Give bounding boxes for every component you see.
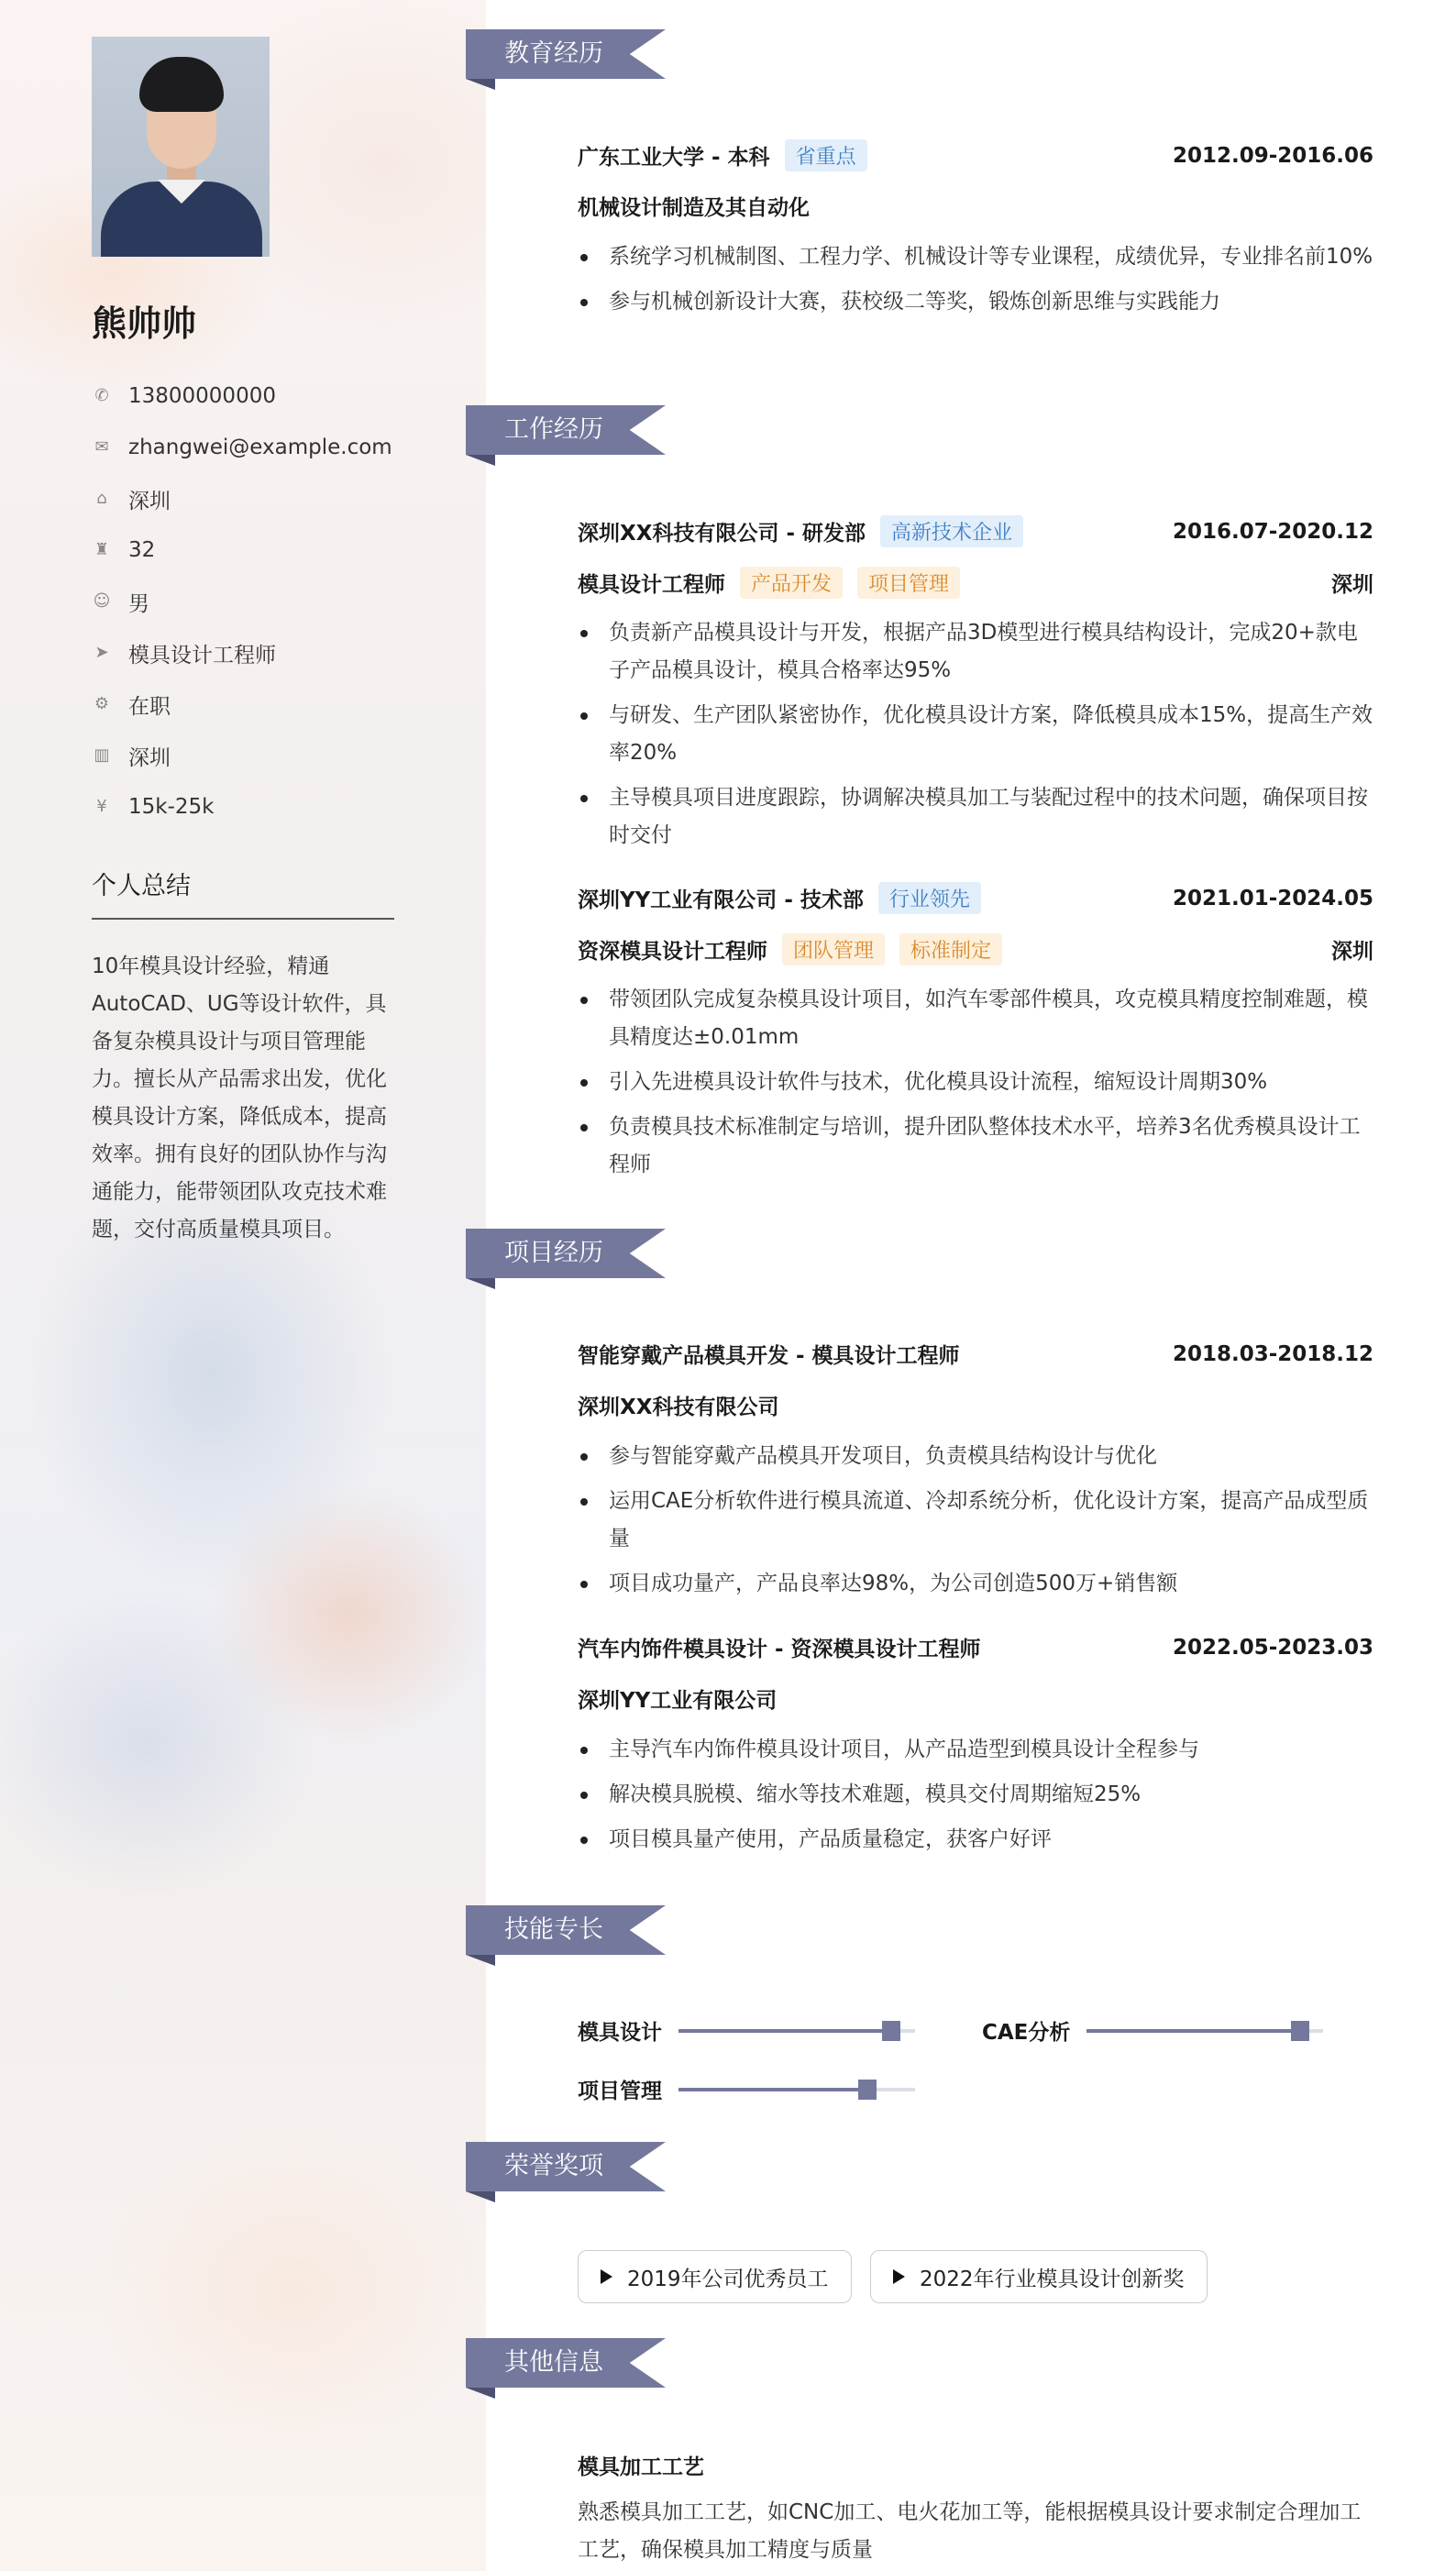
contact-info-list <box>92 370 392 833</box>
work-0-role-row <box>578 567 1373 599</box>
list-item: 主导模具项目进度跟踪，协调解决模具加工与装配过程中的技术问题，确保项目按时交付 <box>578 779 1373 855</box>
work-company: 深圳YY工业有限公司 - 技术部 <box>578 888 864 912</box>
role-tag: 产品开发 <box>740 567 843 599</box>
education-header-row <box>578 139 1373 171</box>
play-icon <box>601 2269 612 2284</box>
info-status <box>92 679 392 730</box>
list-item: 参与机械创新设计大赛，获校级二等奖，锻炼创新思维与实践能力 <box>578 283 1373 321</box>
list-item: 引入先进模具设计软件与技术，优化模具设计流程，缩短设计周期30% <box>578 1064 1373 1101</box>
location-text: 深圳 <box>128 489 171 513</box>
list-item: 负责模具技术标准制定与培训，提升团队整体技术水平，培养3名优秀模具设计工程师 <box>578 1109 1373 1184</box>
summary-title: 个人总结 <box>92 866 394 920</box>
list-item: 与研发、生产团队紧密协作，优化模具设计方案，降低模具成本15%，提高生产效率20% <box>578 697 1373 772</box>
project-title: 智能穿戴产品模具开发 - 模具设计工程师 <box>578 1344 960 1368</box>
list-item: 系统学习机械制图、工程力学、机械设计等专业课程，成绩优异，专业排名前10% <box>578 238 1373 276</box>
work-role: 资深模具设计工程师 <box>578 940 767 964</box>
work-1-role-row <box>578 933 1373 966</box>
project-company: 深圳XX科技有限公司 <box>578 1396 779 1419</box>
role-tag: 团队管理 <box>782 933 885 966</box>
work-0-bullets <box>578 614 1373 862</box>
work-company: 深圳XX科技有限公司 - 研发部 <box>578 522 866 546</box>
phone-icon: ✆ <box>94 386 109 405</box>
list-item: 负责新产品模具设计与开发，根据产品3D模型进行模具结构设计，完成20+款电子产品模具设计，模具合格率达95% <box>578 614 1373 690</box>
role-tag: 项目管理 <box>857 567 960 599</box>
section-header-skills <box>466 1905 667 1964</box>
section-header-projects <box>466 1229 667 1287</box>
play-icon <box>893 2269 905 2284</box>
section-title-projects: 项目经历 <box>504 1239 603 1267</box>
salary-icon: ¥ <box>96 797 107 816</box>
award-chip[interactable] <box>578 2250 852 2303</box>
project-0-company-row <box>578 1390 1373 1420</box>
award-label: 2019年公司优秀员工 <box>627 2267 829 2291</box>
gender-text: 男 <box>128 591 149 616</box>
skill-item <box>982 2015 1323 2046</box>
major: 机械设计制造及其自动化 <box>578 196 810 220</box>
work-company-tag: 行业领先 <box>878 882 981 914</box>
section-header-work <box>466 405 667 464</box>
section-title-education: 教育经历 <box>504 39 603 68</box>
email-icon: ✉ <box>94 437 109 457</box>
list-item: 主导汽车内饰件模具设计项目，从产品造型到模具设计全程参与 <box>578 1731 1373 1769</box>
send-icon: ➤ <box>94 643 109 662</box>
work-date: 2021.01-2024.05 <box>1172 886 1373 910</box>
list-item: 参与智能穿戴产品模具开发项目，负责模具结构设计与优化 <box>578 1438 1373 1475</box>
section-header-education <box>466 29 667 88</box>
skill-item <box>578 2015 915 2046</box>
skill-item <box>578 2074 915 2104</box>
status-text: 在职 <box>128 694 171 719</box>
award-label: 2022年行业模具设计创新奖 <box>920 2267 1185 2291</box>
school-tag: 省重点 <box>785 139 867 171</box>
status-icon: ⚙ <box>94 694 110 713</box>
section-header-other <box>466 2338 667 2397</box>
role-tag: 标准制定 <box>899 933 1002 966</box>
other-text: 熟悉模具加工工艺，如CNC加工、电火花加工等，能根据模具设计要求制定合理加工工艺，确保模具加工精度与质量 <box>578 2500 1362 2562</box>
skill-name: CAE分析 <box>982 2021 1071 2045</box>
info-salary <box>92 781 392 833</box>
other-title: 模具加工工艺 <box>578 2455 704 2479</box>
work-1-bullets <box>578 981 1373 1191</box>
summary-text: 10年模具设计经验，精通AutoCAD、UG等设计软件，具备复杂模具设计与项目管理能力。擅长从产品需求出发，优化模具设计方案，降低成本，提高效率。拥有良好的团队协作与沟通能力，能带领团队攻克技术难题，交付高质量模具项目。 <box>92 954 387 1241</box>
info-location <box>92 473 392 524</box>
position-text: 模具设计工程师 <box>128 643 276 668</box>
phone-text: 13800000000 <box>128 384 276 408</box>
section-title-awards: 荣誉奖项 <box>504 2152 603 2180</box>
salary-text: 15k-25k <box>128 795 215 819</box>
education-date: 2012.09-2016.06 <box>1172 143 1373 168</box>
info-email <box>92 422 392 473</box>
sidebar <box>0 0 486 2571</box>
age-text: 32 <box>128 538 156 562</box>
education-bullets <box>578 238 1373 328</box>
list-item: 带领团队完成复杂模具设计项目，如汽车零部件模具，攻克模具精度控制难题，模具精度达±0.01mm <box>578 981 1373 1056</box>
list-item: 项目模具量产使用，产品质量稳定，获客户好评 <box>578 1821 1373 1859</box>
email-text: zhangwei@example.com <box>128 436 392 459</box>
city-text: 深圳 <box>128 745 171 770</box>
section-title-skills: 技能专长 <box>504 1915 603 1944</box>
work-city: 深圳 <box>1331 573 1373 597</box>
section-title-work: 工作经历 <box>504 415 603 444</box>
skill-bar <box>678 2088 915 2091</box>
info-age <box>92 524 392 576</box>
award-chip[interactable] <box>870 2250 1208 2303</box>
skill-bar <box>1086 2029 1323 2033</box>
building-icon: ▥ <box>94 745 110 765</box>
section-title-other: 其他信息 <box>504 2348 603 2377</box>
home-icon: ⌂ <box>96 489 107 508</box>
project-company: 深圳YY工业有限公司 <box>578 1689 778 1713</box>
age-icon: ♜ <box>94 540 110 559</box>
list-item: 项目成功量产，产品良率达98%，为公司创造500万+销售额 <box>578 1565 1373 1603</box>
work-company-tag: 高新技术企业 <box>880 515 1023 547</box>
project-0-bullets <box>578 1438 1373 1610</box>
profile-photo <box>92 37 270 257</box>
work-role: 模具设计工程师 <box>578 573 725 597</box>
work-city: 深圳 <box>1331 940 1373 964</box>
section-header-awards <box>466 2142 667 2201</box>
work-0-header-row <box>578 515 1373 547</box>
work-1-header-row <box>578 882 1373 914</box>
skill-name: 项目管理 <box>578 2080 662 2103</box>
project-1-company-row <box>578 1683 1373 1714</box>
gender-icon: ☺ <box>93 591 111 611</box>
project-1-header-row <box>578 1632 1373 1662</box>
info-city <box>92 730 392 781</box>
project-title: 汽车内饰件模具设计 - 资深模具设计工程师 <box>578 1638 981 1661</box>
school-name: 广东工业大学 - 本科 <box>578 146 770 170</box>
info-position <box>92 627 392 679</box>
info-gender <box>92 576 392 627</box>
profile-name: 熊帅帅 <box>92 303 197 344</box>
work-date: 2016.07-2020.12 <box>1172 519 1373 544</box>
list-item: 解决模具脱模、缩水等技术难题，模具交付周期缩短25% <box>578 1776 1373 1814</box>
project-0-header-row <box>578 1339 1373 1369</box>
project-1-bullets <box>578 1731 1373 1866</box>
education-major-row <box>578 191 1373 221</box>
skill-name: 模具设计 <box>578 2021 662 2045</box>
project-date: 2018.03-2018.12 <box>1172 1341 1373 1366</box>
skill-bar <box>678 2029 915 2033</box>
list-item: 运用CAE分析软件进行模具流道、冷却系统分析，优化设计方案，提高产品成型质量 <box>578 1483 1373 1558</box>
info-phone <box>92 370 392 422</box>
project-date: 2022.05-2023.03 <box>1172 1635 1373 1660</box>
